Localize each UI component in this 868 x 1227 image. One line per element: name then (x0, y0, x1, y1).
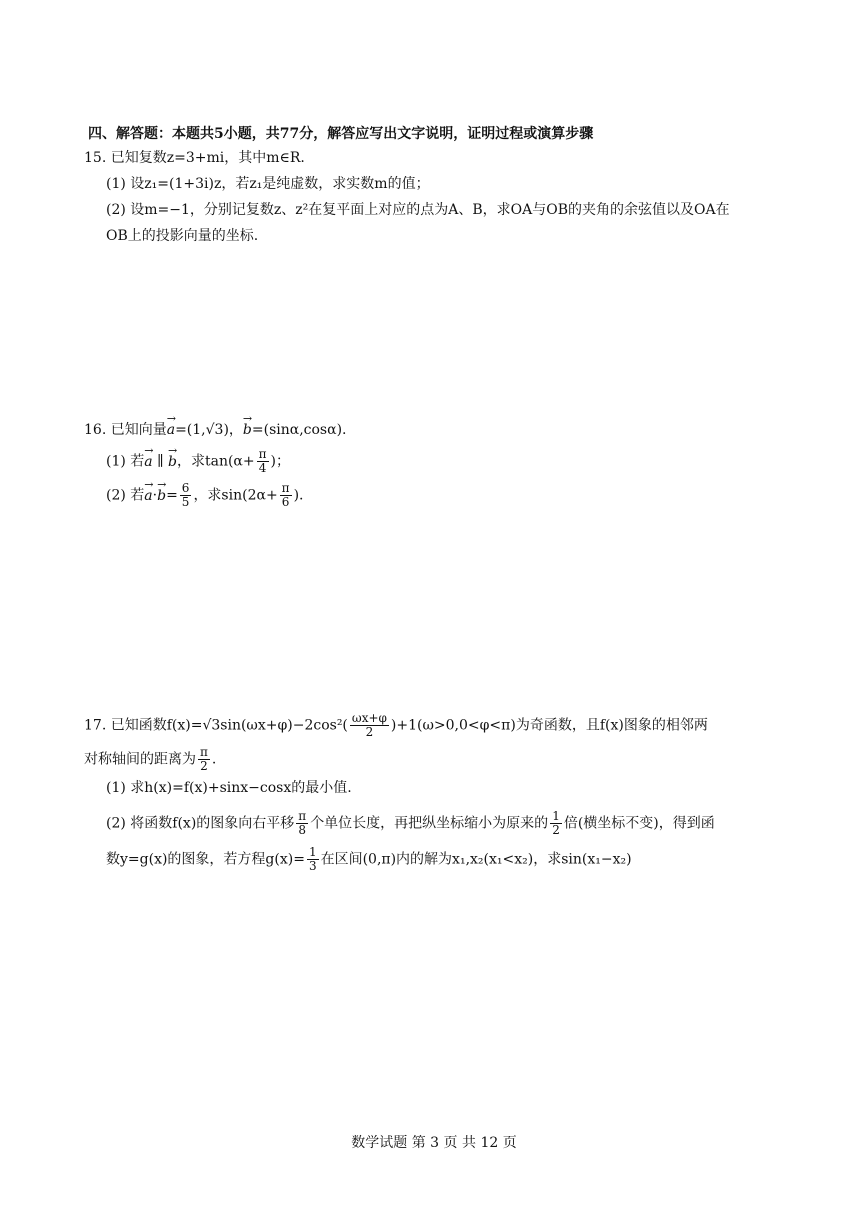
fraction-pi-2 (198, 746, 210, 773)
fraction-denominator: 8 (298, 823, 307, 837)
q16-stem (84, 420, 347, 440)
q17-line2-a: 对称轴间的距离为 (84, 751, 196, 768)
fraction-numerator: π (200, 745, 208, 759)
q17-line1 (84, 712, 708, 739)
fraction-denominator: 2 (365, 725, 374, 739)
vector-a-symbol: → a (167, 420, 175, 440)
fraction-denominator: 2 (200, 759, 208, 773)
vector-b-symbol: → b (168, 452, 177, 472)
fraction-6-5 (180, 482, 192, 509)
page-footer: 数学试题 第 3 页 共 12 页 (351, 1135, 517, 1151)
fraction-numerator: π (298, 809, 307, 823)
fraction-1-3 (307, 846, 319, 873)
fraction-numerator: π (258, 447, 267, 461)
q16-stem-b: =(1,√3)， (175, 422, 243, 438)
q15-stem-text: 已知复数z=3+mi，其中m∈R. (110, 150, 305, 166)
fraction-numerator: 6 (181, 481, 190, 495)
fraction-numerator: π (281, 481, 290, 495)
q16-part2-a: (2) 若 (106, 487, 145, 504)
fraction-1-2 (550, 810, 562, 837)
fraction-numerator: ωx+φ (351, 711, 387, 725)
q15-number: 15. (84, 150, 107, 166)
vector-a-symbol: → a (144, 486, 152, 506)
q17-line5 (106, 846, 632, 873)
q17-line1-a: 已知函数f(x)=√3sin(ωx+φ)−2cos²( (110, 717, 348, 734)
q15-part1: (1) 设z₁=(1+3i)z，若z₁是纯虚数，求实数m的值； (106, 176, 430, 192)
vector-b-symbol: → b (157, 486, 166, 506)
fraction-denominator: 5 (181, 495, 190, 509)
q15-part2-line2: OB上的投影向量的坐标. (106, 228, 259, 244)
q17-line2-b: . (211, 751, 217, 768)
q17-part1: (1) 求h(x)=f(x)+sinx−cosx的最小值. (106, 780, 352, 796)
vector-a-symbol: → a (144, 452, 152, 472)
section-title: 四、解答题：本题共5小题，共77分，解答应写出文字说明，证明过程或演算步骤 (88, 126, 594, 142)
q16-part2-c: ). (293, 487, 304, 504)
q17-part2-b: 个单位长度，再把纵坐标缩小为原来的 (310, 815, 549, 832)
q16-part2-b: ，求sin(2α+ (193, 487, 278, 504)
q17-part2-a: (2) 将函数f(x)的图象向右平移 (106, 815, 295, 832)
fraction-numerator: 1 (308, 845, 317, 859)
fraction-numerator: 1 (552, 809, 560, 823)
q16-part1-a: (1) 若 (106, 453, 145, 470)
q16-part2: (2) 若→ a·→ b= $\frac{6}{5}$ ，求sin(2α+ $\frac{\pi}{6}$ ). (106, 482, 303, 509)
fraction-denominator: 4 (258, 461, 267, 475)
q16-part1-c: )； (270, 453, 290, 470)
q15-stem (84, 148, 305, 168)
q16-number: 16. (84, 422, 107, 438)
q16-part1-b: ，求tan(α+ (176, 453, 255, 470)
q17-line1-b: )+1(ω>0,0<φ<π)为奇函数，且f(x)图象的相邻两 (390, 717, 708, 734)
fraction-denominator: 2 (552, 823, 560, 837)
vector-b-symbol: → b (243, 420, 252, 440)
fraction-denominator: 3 (308, 859, 317, 873)
fraction-omega-phi-2 (350, 712, 389, 739)
q17-part2-c: 倍(横坐标不变)，得到函 (563, 815, 715, 832)
q17-line5-b: 在区间(0,π)内的解为x₁,x₂(x₁<x₂)，求sin(x₁−x₂) (320, 851, 632, 868)
fraction-pi-4 (257, 448, 269, 475)
q17-line5-a: 数y=g(x)的图象，若方程g(x)= (106, 851, 305, 868)
q17-line2 (84, 746, 216, 773)
fraction-pi-6 (280, 482, 292, 509)
q16-part1: (1) 若→ a ∥ → b，求tan(α+ $\frac{\pi}{4}$ )； (106, 448, 290, 475)
q15-part2-line1: (2) 设m=−1，分别记复数z、z²在复平面上对应的点为A、B，求OA与OB的夹角的余弦值以及OA在 (106, 202, 730, 218)
q17-number: 17. (84, 717, 107, 734)
q17-part2 (106, 810, 715, 837)
q16-stem-c: =(sinα,cosα). (251, 422, 347, 438)
q16-stem-a: 已知向量 (110, 422, 167, 438)
fraction-pi-8 (296, 810, 308, 837)
fraction-denominator: 6 (281, 495, 290, 509)
